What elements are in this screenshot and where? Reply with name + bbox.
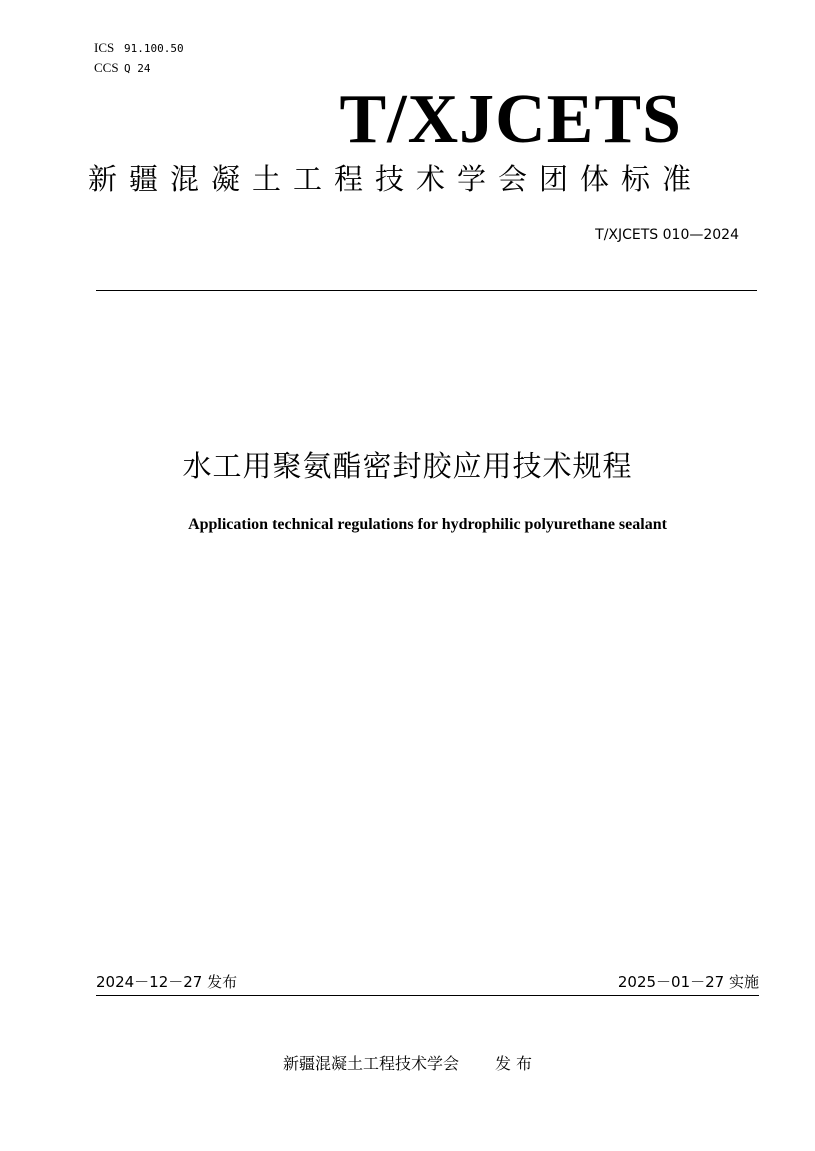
document-title-english: Application technical regulations for hydrophilic polyurethane sealant: [188, 516, 667, 533]
issue-date: 2024－12－27 发布: [96, 973, 238, 991]
publisher-line: [0, 1052, 815, 1076]
implementation-date: 2025－01－27 实施: [617, 973, 759, 991]
bottom-divider: [96, 995, 759, 996]
org-name-heading: 新疆混凝土工程技术学会团体标准: [88, 162, 704, 196]
ics-label: ICS: [94, 40, 115, 55]
ccs-label: CCS: [94, 60, 119, 75]
publisher-name: 新疆混凝土工程技术学会: [282, 1054, 459, 1073]
org-code-title: T/XJCETS: [339, 81, 682, 158]
ccs-classification: [94, 61, 151, 76]
ics-classification: [94, 41, 184, 56]
document-title-chinese: 水工用聚氨酯密封胶应用技术规程: [182, 449, 633, 483]
ccs-code: Q 24: [124, 62, 151, 75]
publish-label: 发 布: [494, 1054, 533, 1073]
top-divider: [96, 290, 757, 291]
standard-number: T/XJCETS 010—2024: [595, 227, 739, 243]
ics-code: 91.100.50: [124, 42, 184, 55]
